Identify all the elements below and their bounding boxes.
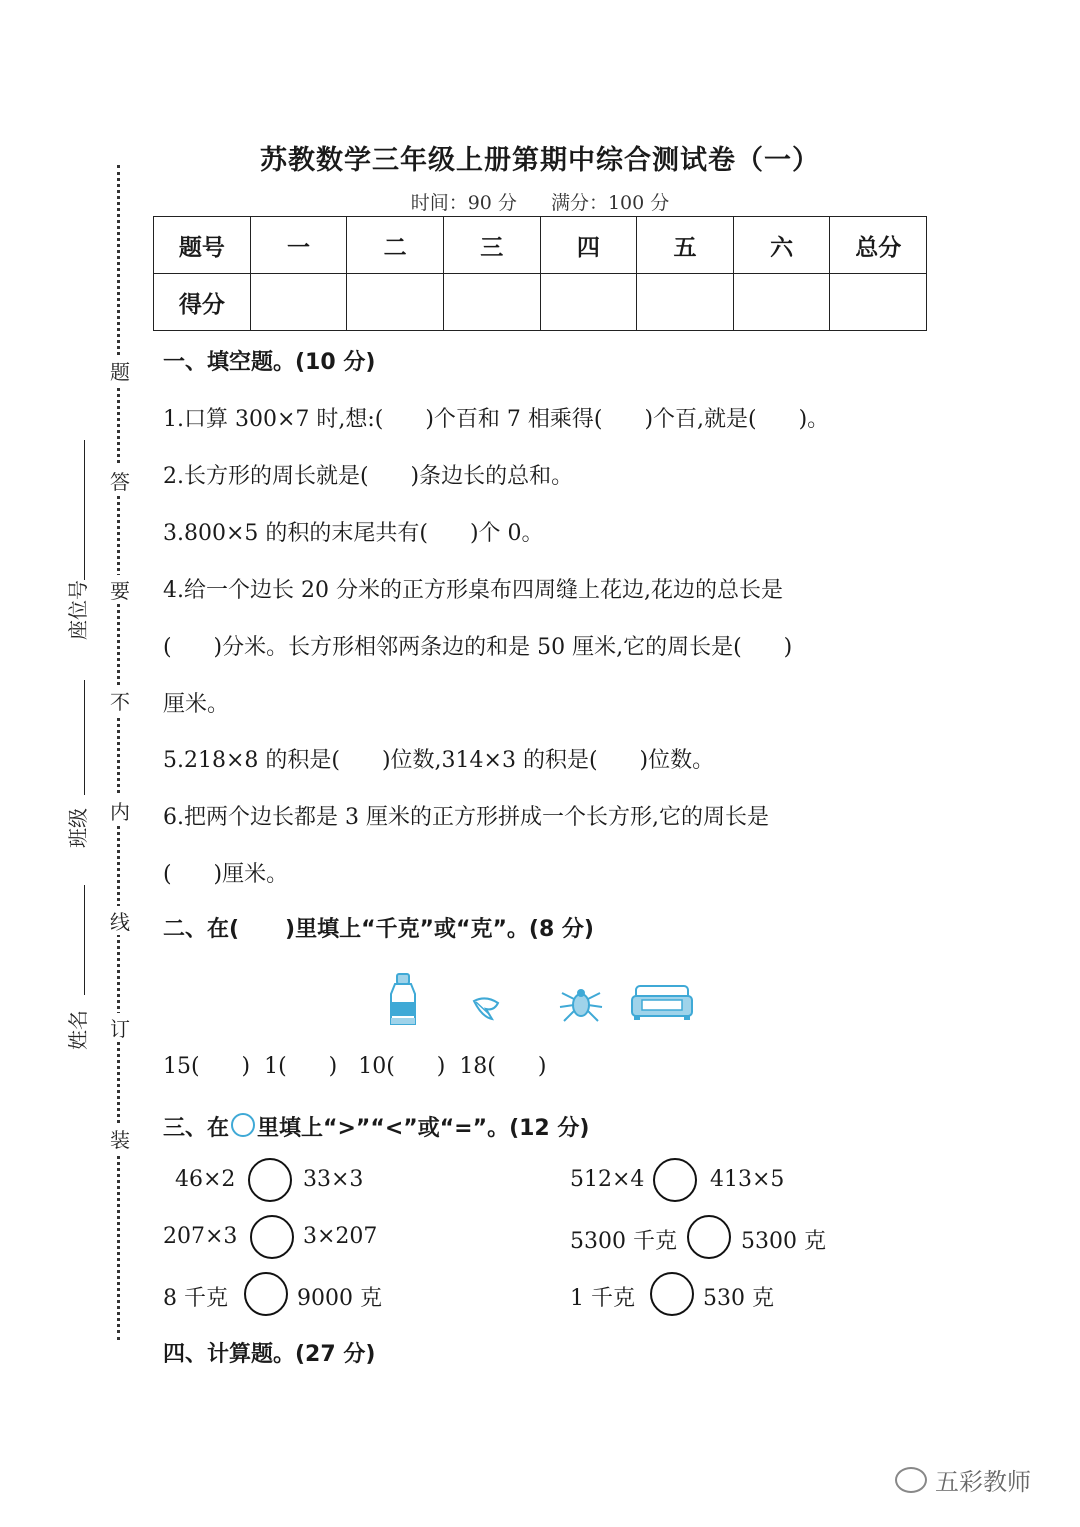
exam-info	[0, 188, 1080, 215]
section-3-heading	[163, 1111, 589, 1142]
name-blank[interactable]	[84, 885, 85, 995]
compare-left: 5300 千克	[570, 1229, 677, 1254]
score-cell[interactable]	[733, 274, 830, 331]
compare-circle[interactable]	[250, 1215, 294, 1259]
page-title: 苏教数学三年级上册第期中综合测试卷（一）	[260, 145, 820, 176]
compare-right: 413×5	[710, 1167, 785, 1192]
compare-circle[interactable]	[244, 1272, 288, 1316]
watermark	[895, 1462, 1031, 1497]
wechat-icon	[895, 1467, 927, 1493]
section-4-heading: 四、计算题。(27 分)	[163, 1342, 376, 1367]
score-cell[interactable]	[540, 274, 637, 331]
compare-left: 8 千克	[163, 1286, 228, 1311]
binding-dotted-line	[117, 165, 120, 1340]
leaf-icon	[470, 995, 504, 1023]
header-cell: 总分	[830, 217, 927, 274]
bottle-icon	[385, 972, 421, 1028]
section-2-heading: 二、在( )里填上“千克”或“克”。(8 分)	[163, 917, 594, 942]
binding-char: 内	[108, 796, 132, 825]
question-4-line-3: 厘米。	[163, 692, 230, 717]
question-5: 5.218×8 的积是( )位数,314×3 的积是( )位数。	[163, 748, 715, 773]
question-6-line-2: ( )厘米。	[163, 862, 289, 887]
score-cell[interactable]	[443, 274, 540, 331]
header-cell: 四	[540, 217, 637, 274]
header-cell: 一	[250, 217, 347, 274]
compare-right: 530 克	[703, 1286, 774, 1311]
score-cell[interactable]	[347, 274, 444, 331]
exam-time: 时间：90 分	[410, 192, 517, 214]
binding-char: 订	[108, 1013, 132, 1042]
header-cell: 六	[733, 217, 830, 274]
compare-right: 33×3	[303, 1167, 364, 1192]
header-cell: 题号	[154, 217, 251, 274]
section-3-heading-after: 里填上“>”“<”或“=”。(12 分)	[257, 1116, 590, 1141]
question-3: 3.800×5 的积的末尾共有( )个 0。	[163, 521, 544, 546]
compare-circle[interactable]	[248, 1158, 292, 1202]
compare-circle[interactable]	[687, 1215, 731, 1259]
score-row-label: 得分	[154, 274, 251, 331]
binding-char: 不	[108, 686, 132, 715]
question-4-line-2: ( )分米。长方形相邻两条边的和是 50 厘米,它的周长是( )	[163, 635, 793, 660]
class-label: 班级	[66, 808, 90, 848]
compare-left: 1 千克	[570, 1286, 635, 1311]
binding-char: 装	[108, 1124, 132, 1153]
score-table	[153, 216, 927, 331]
binding-char: 题	[108, 356, 132, 385]
compare-right: 9000 克	[297, 1286, 382, 1311]
score-cell[interactable]	[250, 274, 347, 331]
question-6-line-1: 6.把两个边长都是 3 厘米的正方形拼成一个长方形,它的周长是	[163, 805, 769, 830]
compare-left: 207×3	[163, 1224, 238, 1249]
compare-circle[interactable]	[650, 1272, 694, 1316]
seat-number-blank[interactable]	[84, 440, 85, 580]
question-1: 1.口算 300×7 时,想:( )个百和 7 相乘得( )个百,就是( )。	[163, 407, 830, 432]
section-3-heading-before: 三、在	[163, 1116, 230, 1141]
score-table-header-row	[154, 217, 927, 274]
question-2: 2.长方形的周长就是( )条边长的总和。	[163, 464, 574, 489]
binding-char: 线	[108, 906, 132, 935]
compare-circle[interactable]	[653, 1158, 697, 1202]
score-cell[interactable]	[637, 274, 734, 331]
circle-icon	[231, 1113, 255, 1137]
exam-full-score: 满分：100 分	[550, 192, 670, 214]
compare-right: 3×207	[303, 1224, 378, 1249]
section-1-heading: 一、填空题。(10 分)	[163, 350, 376, 375]
seat-number-label: 座位号	[66, 580, 90, 640]
name-label: 姓名	[66, 1010, 90, 1050]
sofa-icon	[630, 980, 694, 1022]
insect-icon	[558, 985, 604, 1025]
compare-left: 46×2	[175, 1167, 236, 1192]
header-cell: 二	[347, 217, 444, 274]
score-cell[interactable]	[830, 274, 927, 331]
binding-char: 要	[108, 575, 132, 604]
binding-char: 答	[108, 466, 132, 495]
score-table-score-row	[154, 274, 927, 331]
class-blank[interactable]	[84, 680, 85, 795]
compare-right: 5300 克	[741, 1229, 826, 1254]
watermark-text: 五彩教师	[935, 1468, 1031, 1496]
header-cell: 三	[443, 217, 540, 274]
question-4-line-1: 4.给一个边长 20 分米的正方形桌布四周缝上花边,花边的总长是	[163, 578, 783, 603]
section-2-answers: 15( ) 1( ) 10( ) 18( )	[163, 1054, 547, 1079]
header-cell: 五	[637, 217, 734, 274]
compare-left: 512×4	[570, 1167, 645, 1192]
